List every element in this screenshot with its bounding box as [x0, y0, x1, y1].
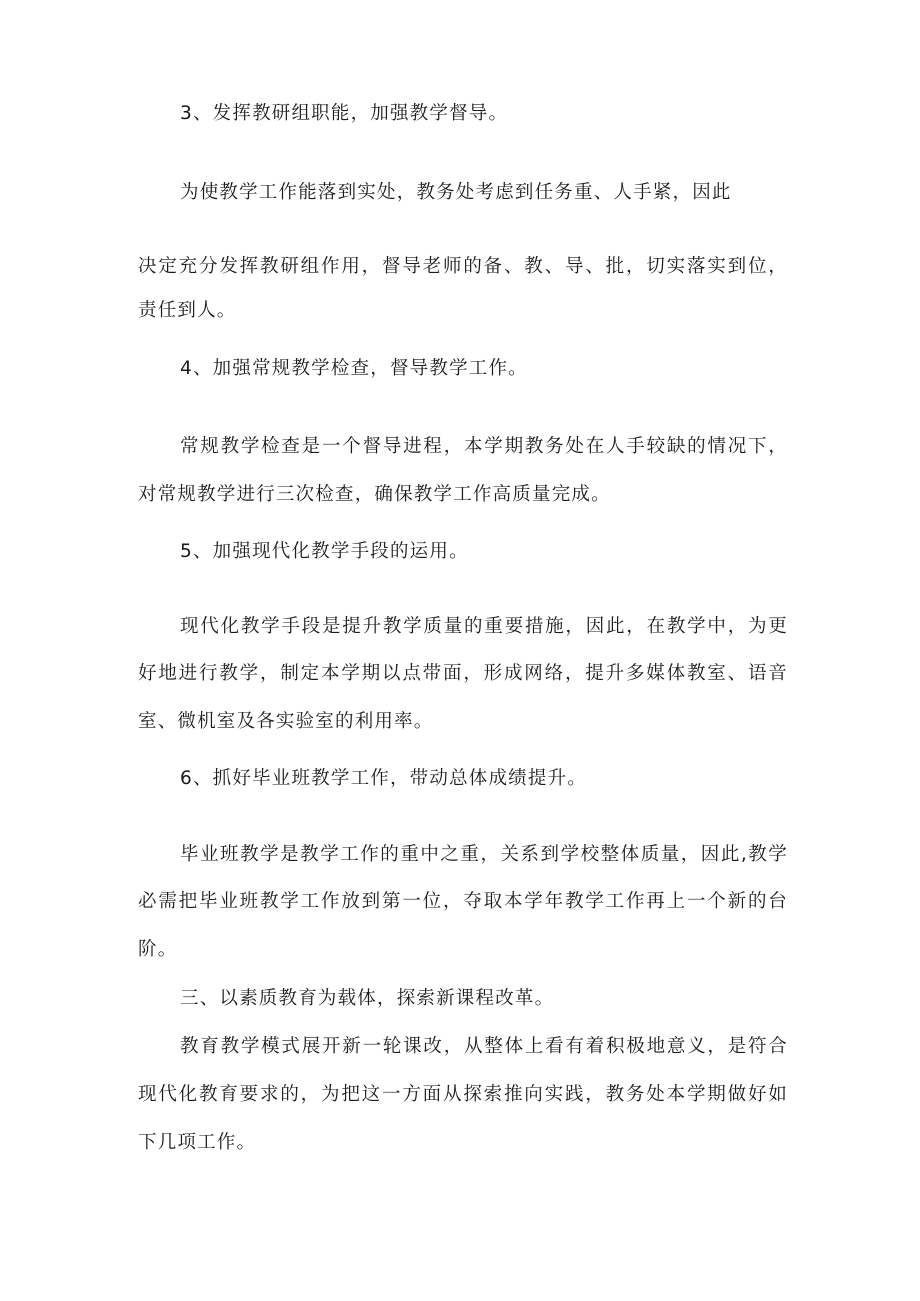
paragraph-4-line-1: 常规教学检查是一个督导进程，本学期教务处在人手较缺的情况下，: [180, 436, 788, 457]
paragraph-3-line-3: 责任到人。: [138, 300, 237, 321]
paragraph-5-line-2: 好地进行教学，制定本学期以点带面，形成网络，提升多媒体教室、语音: [138, 663, 788, 684]
paragraph-3-line-1: 为使教学工作能落到实处，教务处考虑到任务重、人手紧，因此: [180, 182, 732, 203]
paragraph-6-line-2: 必需把毕业班教学工作放到第一位，夺取本学年教学工作再上一个新的台: [138, 891, 788, 912]
paragraph-5-line-3: 室、微机室及各实验室的利用率。: [138, 711, 434, 732]
heading-3: 3、发挥教研组职能，加强教学督导。: [180, 103, 509, 124]
paragraph-5-line-1: 现代化教学手段是提升教学质量的重要措施，因此，在教学中，为更: [180, 616, 788, 637]
paragraph-7-line-1: 教育教学模式展开新一轮课改，从整体上看有着积极地意义，是符合: [180, 1036, 788, 1057]
heading-4: 4、加强常规教学检查，督导教学工作。: [180, 358, 528, 379]
section-3-heading: 三、以素质教育为载体，探索新课程改革。: [180, 988, 555, 1009]
heading-5: 5、加强现代化教学手段的运用。: [180, 541, 469, 562]
paragraph-7-line-3: 下几项工作。: [138, 1132, 257, 1153]
paragraph-7-line-2: 现代化教育要求的，为把这一方面从探索推向实践，教务处本学期做好如: [138, 1084, 788, 1105]
paragraph-6-line-1: 毕业班教学是教学工作的重中之重，关系到学校整体质量，因此,教学: [180, 844, 788, 865]
heading-6: 6、抓好毕业班教学工作，带动总体成绩提升。: [180, 768, 587, 789]
paragraph-3-line-2: 决定充分发挥教研组作用，督导老师的备、教、导、批，切实落实到位，: [138, 256, 788, 277]
paragraph-4-line-2: 对常规教学进行三次检查，确保教学工作高质量完成。: [138, 484, 611, 505]
paragraph-6-line-3: 阶。: [138, 939, 178, 960]
